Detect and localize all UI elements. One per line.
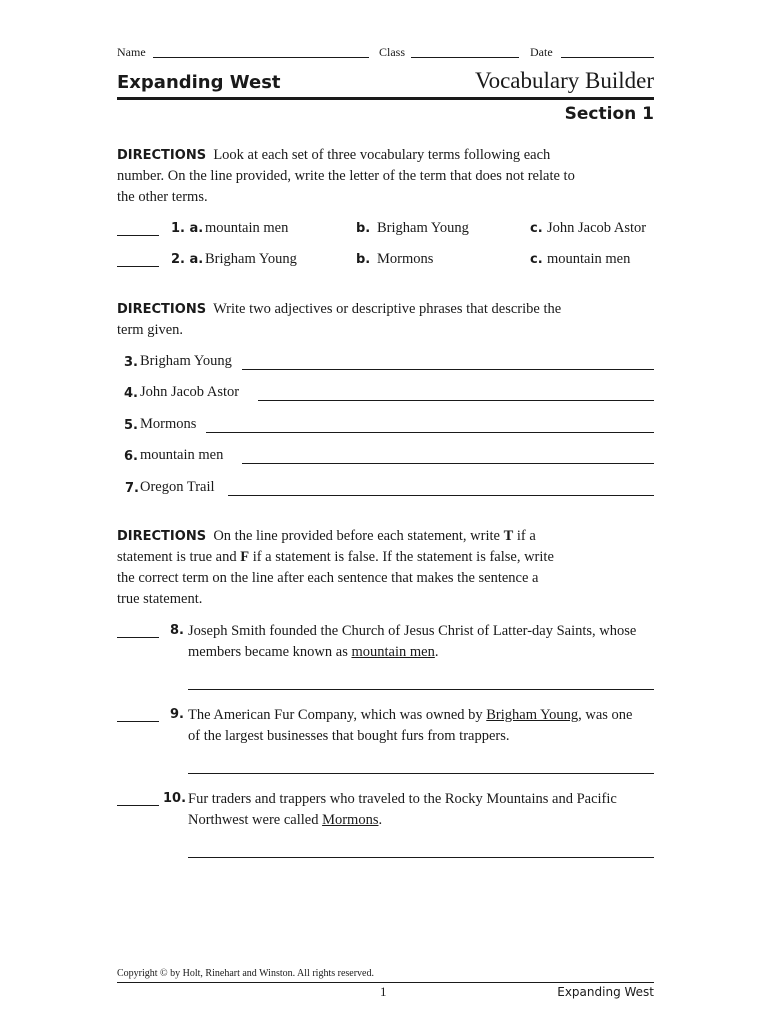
answer-line-7[interactable] [228,495,654,496]
directions-label: DIRECTIONS [117,148,207,163]
correction-line-10[interactable] [188,857,654,858]
tf-blank-9[interactable] [117,721,159,722]
answer-blank-2[interactable] [117,266,159,267]
directions-part1 [117,145,577,208]
answer-line-5[interactable] [206,432,654,433]
date-field-line[interactable] [561,57,654,58]
statement-8 [188,621,658,663]
page-number: 1 [380,984,387,999]
option-c: mountain men [547,251,631,267]
directions-part2 [117,299,562,341]
worksheet-title: Vocabulary Builder [474,68,654,93]
footer-rule [117,982,654,983]
answer-blank-1[interactable] [117,235,159,236]
statement-text-end: . [434,644,439,660]
statement-text: Fur traders and trappers who traveled to the Rocky Mountains and Pacific Northwest were called [188,791,617,828]
item-number: 10. [163,791,187,806]
false-letter: F [240,549,250,565]
copyright: Copyright © by Holt, Rinehart and Winston. All rights reserved. [117,968,374,979]
footer-title: Expanding West [557,985,654,999]
option-c-label: c. [530,252,543,267]
correction-line-8[interactable] [188,689,654,690]
directions-text-2: if a statement is true and [117,528,536,565]
date-label: Date [530,45,553,59]
section-heading: Section 1 [564,104,654,124]
statement-text: The American Fur Company, which was owned by [188,707,483,723]
item-number: 9. [170,707,184,722]
item-number: 4. [124,386,138,401]
correction-line-9[interactable] [188,773,654,774]
statement-text: Joseph Smith founded the Church of Jesus Christ of Latter-day Saints, whose members became known as [188,623,637,660]
option-a: mountain men [205,220,289,236]
tf-blank-10[interactable] [117,805,159,806]
directions-text-1: On the line provided before each statement, write [213,528,500,544]
title-rule [117,97,654,100]
item-number: 1. a. [171,221,204,236]
option-b: Mormons [377,251,434,267]
true-letter: T [503,528,514,544]
option-c-label: c. [530,221,543,236]
directions-part3 [117,526,557,610]
item-number: 6. [124,449,138,464]
option-a: Brigham Young [205,251,297,267]
option-b-label: b. [356,221,371,236]
statement-10 [188,789,658,831]
underlined-term: Mormons [322,812,379,828]
item-number: 3. [124,355,138,370]
answer-line-3[interactable] [242,369,654,370]
term: Brigham Young [140,353,232,369]
name-label: Name [117,45,146,59]
option-c: John Jacob Astor [547,220,647,236]
underlined-term: Brigham Young [486,707,579,723]
directions-text: Look at each set of three vocabulary terms following each number. On the line provided, write the letter of the term that does not relate to the other terms. [117,147,575,205]
class-field-line[interactable] [411,57,519,58]
answer-line-4[interactable] [258,400,654,401]
term: Mormons [140,416,197,432]
directions-text-3: if a statement is false. If the statement is false, write the correct term on the line after each sentence that makes the sentence a true statement. [117,549,554,607]
class-label: Class [379,45,406,59]
option-b: Brigham Young [377,220,469,236]
tf-blank-8[interactable] [117,637,159,638]
item-number: 2. a. [171,252,204,267]
chapter-title: Expanding West [117,72,281,93]
term: Oregon Trail [140,479,215,495]
directions-label: DIRECTIONS [117,302,207,317]
option-b-label: b. [356,252,371,267]
name-field-line[interactable] [153,57,369,58]
item-number: 5. [124,418,138,433]
underlined-term: mountain men [351,644,435,660]
answer-line-6[interactable] [242,463,654,464]
directions-label: DIRECTIONS [117,529,207,544]
item-number: 7. [125,481,139,496]
statement-text-end: , was one of the largest businesses that bought furs from trappers. [188,707,633,744]
statement-9 [188,705,638,747]
directions-text: Write two adjectives or descriptive phrases that describe the term given. [117,301,562,338]
term: mountain men [140,447,224,463]
item-number: 8. [170,623,184,638]
term: John Jacob Astor [140,384,240,400]
statement-text-end: . [378,812,383,828]
